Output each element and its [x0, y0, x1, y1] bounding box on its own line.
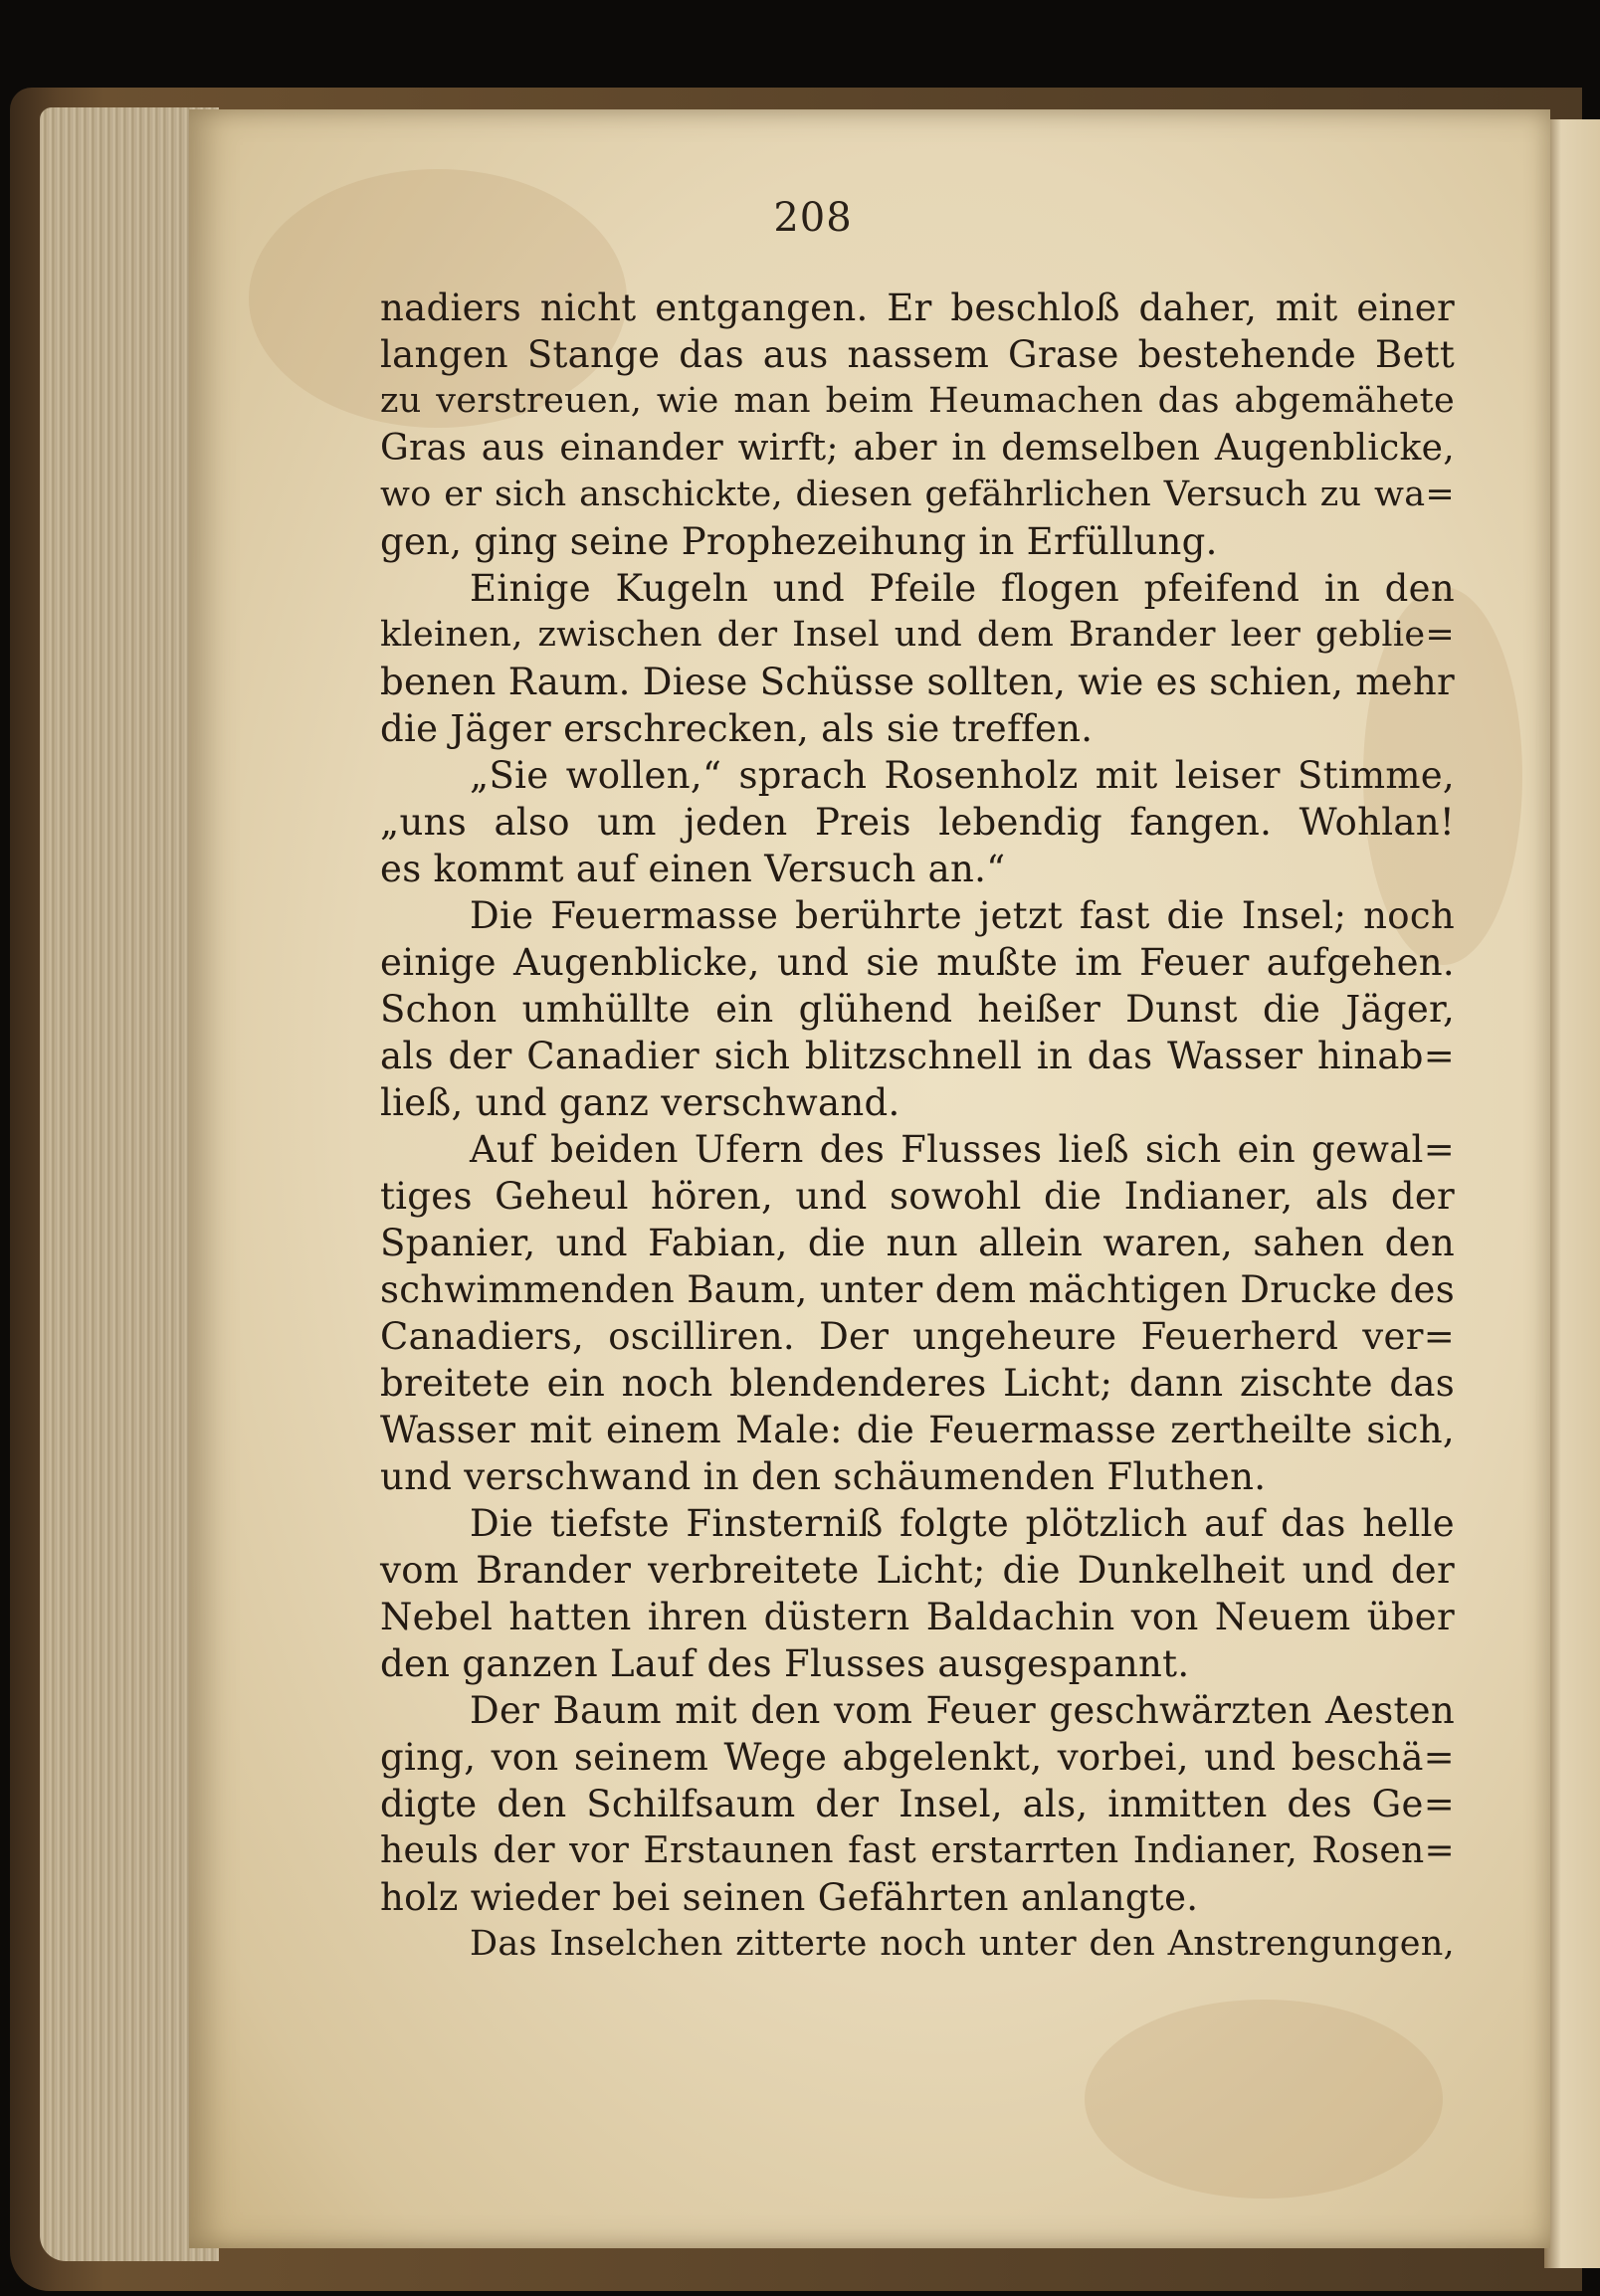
body-text — [380, 285, 1455, 1968]
text-line: als der Canadier sich blitzschnell in das Wasser hinab= — [380, 1035, 1455, 1077]
text-line: vom Brander verbreitete Licht; die Dunkelheit und der — [380, 1549, 1455, 1592]
text-line: Der Baum mit den vom Feuer geschwärzten Aesten — [470, 1689, 1455, 1732]
text-line: den ganzen Lauf des Flusses ausgespannt. — [380, 1642, 1190, 1685]
text-line: holz wieder bei seinen Gefährten anlangte. — [380, 1876, 1199, 1919]
text-line: langen Stange das aus nassem Grase bestehende Bett — [380, 333, 1455, 376]
text-line: gen, ging seine Prophezeihung in Erfüllung. — [380, 520, 1218, 563]
text-line: Wasser mit einem Male: die Feuermasse zertheilte sich, — [380, 1409, 1455, 1451]
text-line: wo er sich anschickte, diesen gefährlichen Versuch zu wa= — [380, 475, 1455, 514]
text-line: die Jäger erschrecken, als sie treffen. — [380, 707, 1094, 750]
text-line: Das Inselchen zitterte noch unter den Anstrengungen, — [470, 1924, 1455, 1964]
text-line: kleinen, zwischen der Insel und dem Brander leer geblie= — [380, 615, 1455, 655]
text-line: Nebel hatten ihren düstern Baldachin von Neuem über — [380, 1596, 1455, 1638]
text-line: ließ, und ganz verschwand. — [380, 1081, 900, 1124]
text-line: benen Raum. Diese Schüsse sollten, wie es schien, mehr — [380, 661, 1455, 703]
text-line: schwimmenden Baum, unter dem mächtigen Drucke des — [380, 1268, 1455, 1311]
text-line: nadiers nicht entgangen. Er beschloß daher, mit einer — [380, 287, 1455, 329]
foxing-stain — [1085, 2000, 1443, 2199]
text-line: Einige Kugeln und Pfeile flogen pfeifend in den — [470, 567, 1455, 610]
text-line: Canadiers, oscilliren. Der ungeheure Feuerherd ver= — [380, 1315, 1455, 1358]
text-line: breitete ein noch blendenderes Licht; dann zischte das — [380, 1362, 1455, 1405]
text-line: Auf beiden Ufern des Flusses ließ sich ein gewal= — [470, 1128, 1455, 1171]
text-line: Gras aus einander wirft; aber in demselben Augenblicke, — [380, 428, 1455, 469]
text-line: es kommt auf einen Versuch an.“ — [380, 848, 1006, 890]
text-line: und verschwand in den schäumenden Fluthen. — [380, 1455, 1267, 1498]
text-line: ging, von seinem Wege abgelenkt, vorbei, und beschä= — [380, 1736, 1455, 1779]
text-line: tiges Geheul hören, und sowohl die Indianer, als der — [380, 1175, 1455, 1218]
text-line: „Sie wollen,“ sprach Rosenholz mit leiser Stimme, — [470, 754, 1455, 797]
text-line: „uns also um jeden Preis lebendig fangen. Wohlan! — [380, 801, 1455, 844]
text-line: zu verstreuen, wie man beim Heumachen das abgemähete — [380, 381, 1455, 421]
page-number: 208 — [773, 195, 853, 241]
text-line: Spanier, und Fabian, die nun allein waren, sahen den — [380, 1222, 1455, 1264]
text-line: digte den Schilfsaum der Insel, als, inmitten des Ge= — [380, 1783, 1455, 1825]
text-line: Die Feuermasse berührte jetzt fast die Insel; noch — [470, 894, 1455, 937]
text-line: Schon umhüllte ein glühend heißer Dunst die Jäger, — [380, 988, 1455, 1031]
text-line: Die tiefste Finsterniß folgte plötzlich auf das helle — [470, 1502, 1455, 1545]
facing-page-edge — [1544, 119, 1600, 2268]
text-line: einige Augenblicke, und sie mußte im Feuer aufgehen. — [380, 941, 1455, 984]
text-line: heuls der vor Erstaunen fast erstarrten Indianer, Rosen= — [380, 1830, 1455, 1871]
